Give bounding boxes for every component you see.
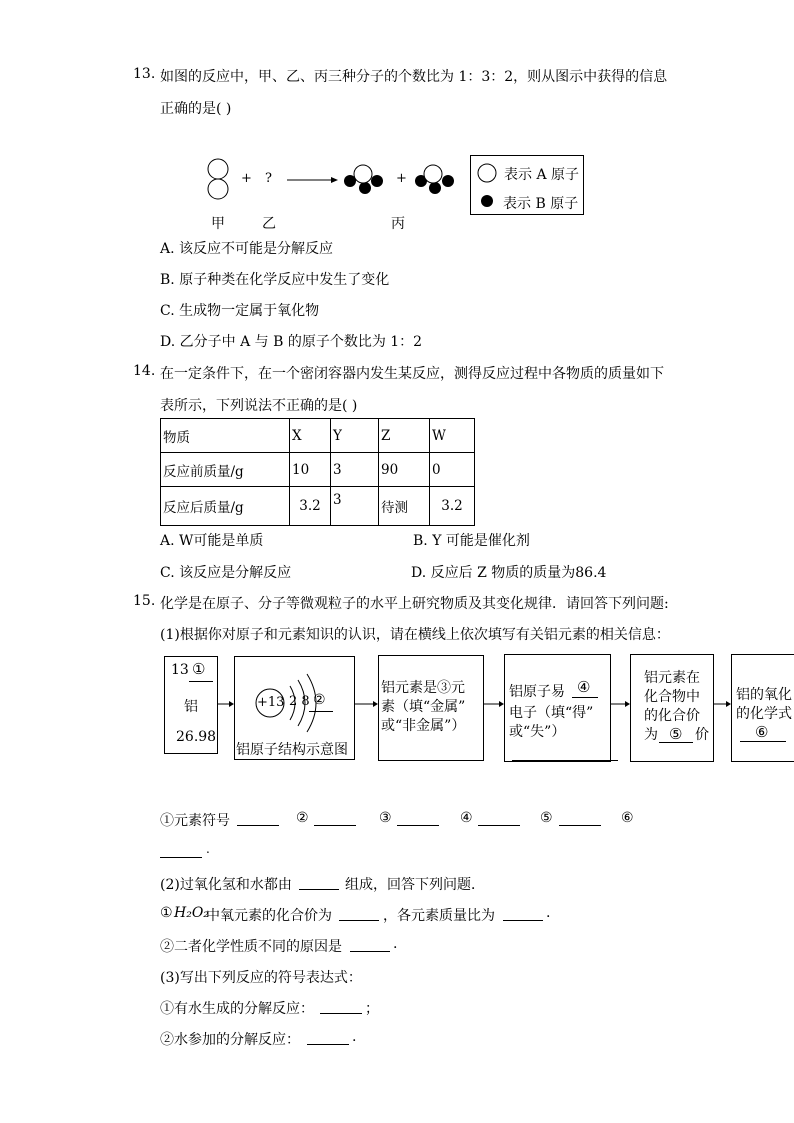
arrow-1-head (229, 701, 234, 707)
part2-q1-text-b: ，各元素质量比为 (383, 908, 495, 924)
answer-3-blank[interactable] (397, 811, 439, 826)
q13-question-mark: ? (265, 171, 272, 186)
part2-q1-formula: H₂O₂ (174, 905, 209, 921)
q14-number: 14. (133, 363, 156, 379)
bing1-b-right (371, 175, 383, 187)
element-blank1: ① (192, 660, 206, 678)
bing1-a-center (354, 165, 372, 183)
arrow-3-head (499, 701, 504, 707)
box5-blank5-line (659, 742, 693, 743)
element-blank1-line (189, 681, 213, 682)
arrow-4-head (625, 701, 630, 707)
part3-stem: (3)写出下列反应的符号表达式： (160, 970, 362, 986)
box6-line1: 铝的氧化 (736, 687, 792, 703)
q13-label-bing: 丙 (391, 216, 405, 232)
table-cell: Z (379, 419, 430, 453)
table-cell: 3.2 (290, 487, 331, 526)
table-cell: 物质 (161, 419, 290, 453)
q13-number: 13. (133, 66, 156, 82)
part3-q2-text: ②水参加的分解反应： (160, 1032, 300, 1048)
jia-atom-bottom (208, 179, 228, 199)
part2-q2-period: . (393, 936, 398, 952)
arrow-5-head (726, 701, 731, 707)
arrow-2-head (373, 701, 378, 707)
part3-q1-end: ； (365, 1001, 379, 1017)
table-cell: Y (331, 419, 379, 453)
box4-line1: 铝原子易 (509, 684, 565, 700)
q14-option-d: D. 反应后 Z 物质的质量为86.4 (411, 565, 607, 581)
part2-blank[interactable] (299, 875, 339, 890)
table-cell: 反应后质量/g (161, 487, 290, 526)
q13-legend-a: 表示 A 原子 (504, 167, 580, 183)
part3-q1-text: ①有水生成的分解反应： (160, 1001, 314, 1017)
element-name: 铝 (184, 699, 198, 715)
q13-plus1: + (241, 171, 252, 186)
table-cell: 10 (290, 453, 331, 487)
bing1-b-bottom (359, 182, 371, 194)
part2-q1-period: . (546, 905, 551, 921)
q13-option-a: A. 该反应不可能是分解反应 (160, 241, 334, 257)
legend-b-circle (481, 195, 493, 207)
bing2-b-right (442, 175, 454, 187)
answer-6-blank[interactable] (160, 843, 202, 858)
table-cell: 3 (331, 487, 379, 526)
q14-option-c: C. 该反应是分解反应 (160, 565, 292, 581)
table-cell: 0 (430, 453, 475, 487)
q14-stem-line1: 在一定条件下，在一个密闭容器内发生某反应，测得反应过程中各物质的质量如下 (160, 366, 664, 382)
box5-line3: 的化合价 (644, 708, 700, 724)
table-header-row (161, 419, 475, 453)
legend-a-circle (478, 164, 496, 182)
q13-stem-line1: 如图的反应中，甲、乙、丙三种分子的个数比为 1：3：2，则从图示中获得的信息 (160, 69, 668, 85)
bing2-a-center (424, 165, 442, 183)
q13-label-yi: 乙 (262, 216, 276, 232)
box6-blank6-line (740, 741, 786, 742)
answer-6-label: ⑥ (621, 810, 634, 826)
box4-bottom-line (512, 760, 618, 761)
jia-atom-top (208, 159, 228, 179)
table-cell: 3.2 (430, 487, 475, 526)
answer-4-label: ④ (460, 810, 473, 826)
structure-caption: 铝原子结构示意图 (236, 742, 348, 758)
part2-q2-blank[interactable] (350, 937, 390, 952)
q13-option-b: B. 原子种类在化学反应中发生了变化 (160, 272, 390, 288)
q14-option-b: B. Y 可能是催化剂 (413, 533, 530, 549)
flow-arrows (0, 690, 794, 720)
q13-plus2: + (396, 171, 407, 186)
answer-6-end-mark: . (206, 842, 210, 856)
box3-line3: 或“非金属”） (381, 718, 466, 734)
q14-stem-line2: 表所示，下列说法不正确的是( ) (160, 398, 358, 414)
table-cell: 待测 (379, 487, 430, 526)
answer-2-blank[interactable] (314, 811, 356, 826)
table-cell: 3 (331, 453, 379, 487)
q13-label-jia: 甲 (211, 216, 225, 232)
box3-line1: 铝元素是③元 (381, 680, 465, 696)
electron-counts: 2 8 (289, 694, 310, 709)
box6-blank6: ⑥ (755, 723, 769, 741)
bing2-b-bottom (429, 182, 441, 194)
q13-reaction-diagram (195, 150, 475, 210)
q13-option-d: D. 乙分子中 A 与 B 的原子个数比为 1：2 (160, 334, 423, 350)
box4-line3: 或“失”） (509, 724, 566, 740)
q15-part1-stem: (1)根据你对原子和元素知识的认识，请在横线上依次填写有关铝元素的相关信息： (160, 627, 670, 643)
nucleus-charge: +13 (257, 695, 285, 710)
part2-stem-prefix: (2)过氧化氢和水都由 (160, 877, 292, 893)
q13-stem-line2: 正确的是( ) (160, 101, 232, 117)
box5-line1: 铝元素在 (644, 670, 700, 686)
part2-q1-blank-a[interactable] (339, 906, 379, 921)
part2-q1-circle: ① (160, 905, 173, 921)
answer-4-blank[interactable] (478, 811, 520, 826)
box3-line2: 素（填“金属” (381, 699, 466, 715)
q13-legend-b: 表示 B 原子 (503, 196, 579, 212)
answer-3-label: ③ (379, 810, 392, 826)
table-row (161, 487, 475, 526)
box5-line2: 化合物中 (644, 689, 700, 705)
box5-line4-suffix: 价 (695, 727, 709, 743)
box6-line2: 的化学式 (736, 706, 792, 722)
answer-2-label: ② (296, 810, 309, 826)
q14-option-a: A. W可能是单质 (160, 533, 264, 549)
table-cell: X (290, 419, 331, 453)
answer-5-blank[interactable] (559, 811, 601, 826)
part3-q2-period: . (352, 1029, 357, 1045)
part3-q2-blank[interactable] (307, 1030, 349, 1045)
q13-option-c: C. 生成物一定属于氧化物 (160, 303, 320, 319)
table-cell: 90 (379, 453, 430, 487)
table-cell: 反应前质量/g (161, 453, 290, 487)
part2-q2-text: ②二者化学性质不同的原因是 (160, 939, 342, 955)
answer-1-label: ①元素符号 (160, 813, 230, 829)
q14-mass-table (160, 418, 475, 526)
box4-blank4: ④ (577, 678, 591, 696)
part2-q1-blank-b[interactable] (503, 906, 543, 921)
part3-q1-blank[interactable] (320, 999, 362, 1014)
box5-blank5: ⑤ (669, 725, 683, 743)
element-atomic-number: 13 (171, 662, 189, 678)
box5-line4-prefix: 为 (644, 727, 658, 743)
part2-q1-text-a: 中氧元素的化合价为 (206, 908, 332, 924)
answer-1-blank[interactable] (237, 811, 279, 826)
q15-number: 15. (133, 593, 156, 609)
q15-stem: 化学是在原子、分子等微观粒子的水平上研究物质及其变化规律．请回答下列问题: (160, 596, 669, 612)
answer-5-label: ⑤ (540, 810, 553, 826)
reaction-arrow-head (331, 177, 338, 183)
table-cell: W (430, 419, 475, 453)
table-row (161, 453, 475, 487)
element-mass: 26.98 (176, 729, 217, 745)
structure-blank2: ② (313, 692, 326, 708)
box4-line2: 电子（填“得” (509, 705, 594, 721)
part2-stem-suffix: 组成，回答下列问题． (345, 877, 485, 893)
